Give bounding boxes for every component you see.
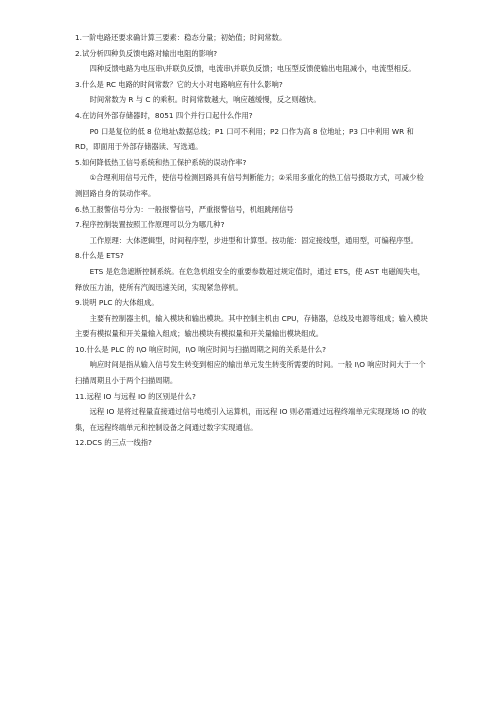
question-4: 4.在访问外部存储器时，8051 四个并行口起什么作用? (75, 110, 253, 120)
question-9: 9.说明 PLC 的大体组成。 (75, 298, 159, 308)
question-5: 5.如何降低热工信号系统和热工保护系统的误动作率? (75, 157, 247, 167)
question-1: 1.一阶电路还要求确计算三要素：稳态分量；初始值；时间常数。 (75, 33, 287, 42)
question-3: 3.什么是 RC 电路的时间常数？它的大小对电路响应有什么影响? (75, 79, 283, 89)
answer-2: 四种反馈电路为电压串\并联负反馈，电流串\并联负反馈；电压型反馈使输出电阻减小，电流型相反。 (89, 64, 416, 74)
question-12: 12.DCS 的三点一线指? (75, 438, 152, 448)
question-7: 7.程序控制装置按照工作原理可以分为哪几种? (75, 220, 225, 230)
answer-5: ①合理利用信号元件，使信号检测回路具有信号判断能力；②采用多重化的热工信号摄取方式，可减少检测回路自身的误动作率。 (75, 173, 424, 198)
question-6: 6.热工报警信号分为：一般报警信号，严重报警信号，机组跳闸信号 (75, 204, 294, 214)
question-8: 8.什么是 ETS? (75, 251, 124, 261)
question-11: 11.远程 IO 与远程 IO 的区别是什么? (75, 391, 196, 401)
answer-3: 时间常数为 R 与 C 的乘积。时间常数越大，响应越缓慢，反之则越快。 (89, 95, 321, 105)
answer-11: 远程 IO 是将过程量直接通过信号电缆引入运算机，而远程 IO 则必需通过远程终端单元实现现场 IO 的收集，在远程终端单元和控制设备之间通过数字实现通信。 (75, 407, 427, 432)
question-10: 10.什么是 PLC 的 I\O 响应时间，I\O 响应时间与扫描周期之间的关系是什么? (75, 344, 327, 354)
question-2: 2.试分析四种负反馈电路对输出电阻的影响? (75, 48, 218, 58)
answer-10: 响应时间是指从输入信号发生转变到相应的输出单元发生转变所需要的时间。一般 I\O 响应时间大于一个扫描周期且小于两个扫描周期。 (75, 360, 426, 386)
answer-4: P0 口是复位的低 8 位地址\数据总线；P1 口可不利用；P2 口作为高 8 位地址；P3 口中利用 WR 和 RD，即面用于外部存储器读、写选通。 (75, 126, 414, 152)
answer-7: 工作原理：大体逻辑型，时间程序型，步进型和计算型。按功能：固定接线型，通用型，可编程序型。 (89, 235, 418, 245)
answer-8: ETS 是危急遮断控制系统。在危急机组安全的重要参数超过规定值时，通过 ETS，使 AST 电磁阀失电，释放压力油，使所有汽阀迅速关闭，实现紧急停机。 (75, 266, 425, 292)
answer-9: 主要有控制器主机，输入模块和输出模块。其中控制主机由 CPU，存储器，总线及电源等组成；输入模块主要有模拟量和开关量输入组成；输出模块有模拟量和开关量输出模块组成。 (75, 313, 428, 339)
